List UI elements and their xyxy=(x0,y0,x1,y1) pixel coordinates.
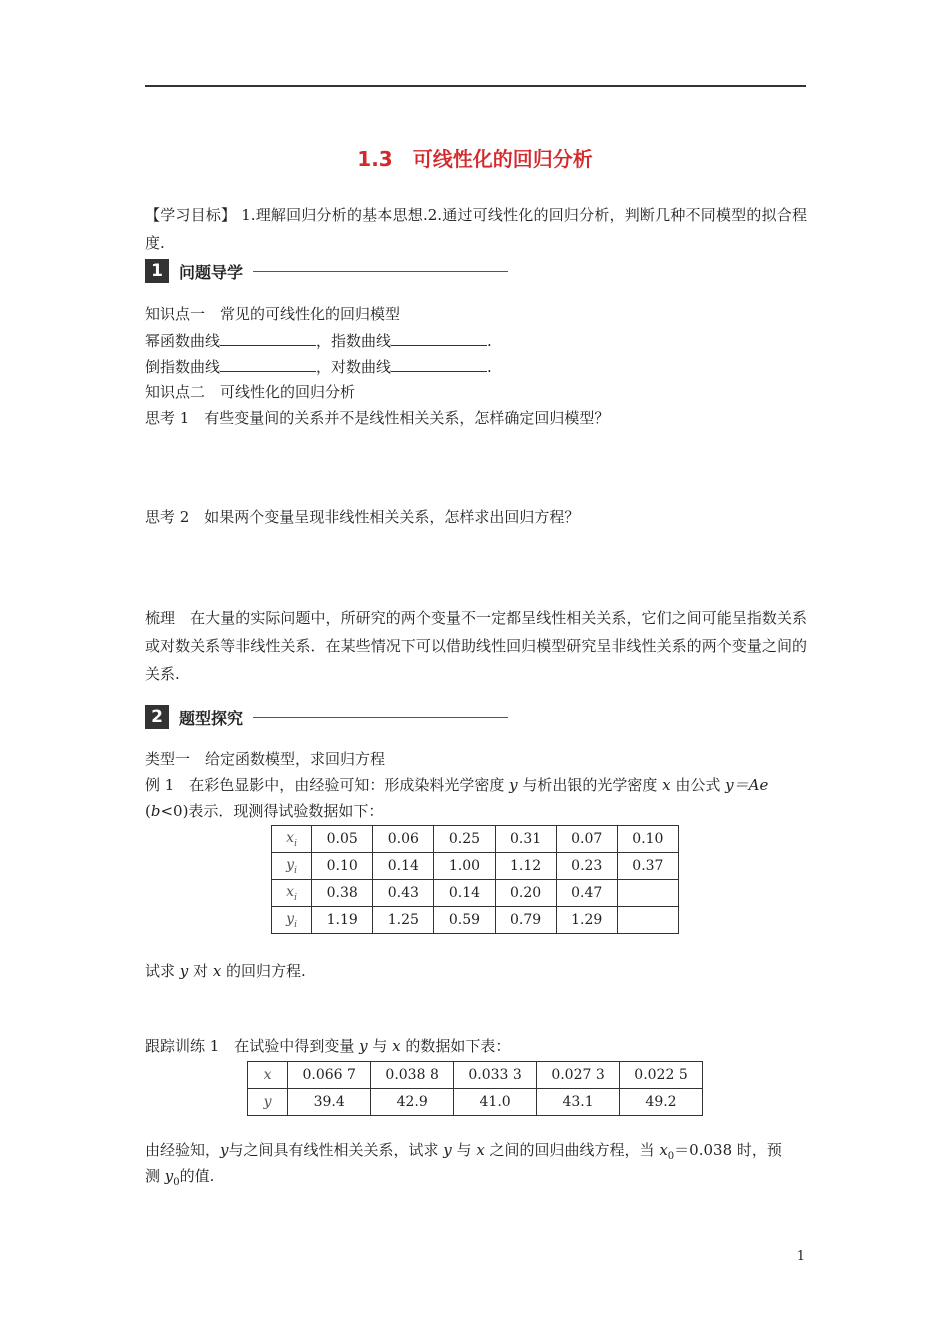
table-cell: 0.10 xyxy=(617,826,678,853)
table-row xyxy=(272,880,679,907)
table-cell: 1.12 xyxy=(495,853,556,880)
row-header xyxy=(272,907,312,934)
follow-text: 的数据如下表： xyxy=(400,1037,511,1055)
example-text: <0)表示．现测得试验数据如下： xyxy=(160,802,384,820)
row-header-subscript: i xyxy=(294,919,297,930)
var-y: y xyxy=(509,776,518,794)
table-cell: 0.43 xyxy=(373,880,434,907)
section-type-explore xyxy=(145,703,508,731)
table-cell: 0.31 xyxy=(495,826,556,853)
table-cell: 0.038 8 xyxy=(371,1062,454,1089)
table-cell xyxy=(617,907,678,934)
table-cell: 0.022 5 xyxy=(620,1062,703,1089)
think-1: 思考 1 有些变量间的关系并不是线性相关关系，怎样确定回归模型？ xyxy=(145,409,610,427)
row-header-subscript: i xyxy=(294,865,297,876)
section-problem-guide xyxy=(145,257,508,285)
invexp-log-curves xyxy=(145,354,807,381)
table-cell xyxy=(617,880,678,907)
var-y: y xyxy=(359,1037,368,1055)
section-number: 2 xyxy=(145,705,169,729)
row-header-var: x xyxy=(263,1067,272,1083)
answer-blank[interactable] xyxy=(391,354,487,372)
table-cell: 39.4 xyxy=(288,1089,371,1116)
data-table-2 xyxy=(247,1061,703,1116)
var-x: x xyxy=(662,776,671,794)
power-exp-curves xyxy=(145,328,807,355)
ask-text: 的回归方程. xyxy=(221,962,306,980)
var-x: x xyxy=(212,962,222,980)
follow-text: 跟踪训练 1 在试验中得到变量 xyxy=(145,1037,360,1055)
objectives-text: 1.理解回归分析的基本思想.2.通过可线性化的回归分析，判断几种不同模型的拟合程度. xyxy=(145,206,807,252)
follow-up-1 xyxy=(145,1033,807,1060)
table-cell: 0.066 7 xyxy=(288,1062,371,1089)
table-row xyxy=(248,1089,703,1116)
q-text: ＝0.038 时，预 xyxy=(674,1141,782,1159)
example-text: 由公式 xyxy=(670,776,726,794)
table-cell: 0.07 xyxy=(556,826,617,853)
table-cell: 49.2 xyxy=(620,1089,703,1116)
question-2-line2 xyxy=(145,1163,807,1196)
var-b: b xyxy=(150,802,161,820)
var-x: x xyxy=(392,1037,401,1055)
period: . xyxy=(487,332,492,350)
header-rule xyxy=(145,85,806,87)
table-cell: 0.59 xyxy=(434,907,495,934)
ask-text: 对 xyxy=(188,962,213,980)
var-y: y xyxy=(179,962,189,980)
row-header-subscript: i xyxy=(294,892,297,903)
formula: y＝Ae xyxy=(725,776,769,794)
follow-text: 与 xyxy=(367,1037,393,1055)
learning-objectives xyxy=(145,201,807,257)
table-cell: 41.0 xyxy=(454,1089,537,1116)
subscript: 0 xyxy=(173,1177,180,1188)
summary: 梳理 在大量的实际问题中，所研究的两个变量不一定都呈线性相关关系，它们之间可能呈指数关系或对数关系等非线性关系．在某些情况下可以借助线性回归模型研究呈非线性关系的两个变量之间的关系. xyxy=(145,609,807,683)
table-row xyxy=(272,826,679,853)
power-curve-label: 幂函数曲线 xyxy=(145,332,221,350)
row-header xyxy=(248,1089,288,1116)
row-header xyxy=(272,826,312,853)
q-text: 由经验知， xyxy=(145,1141,221,1159)
objectives-label: 【学习目标】 xyxy=(145,206,237,224)
answer-blank[interactable] xyxy=(220,354,316,372)
table-cell: 0.25 xyxy=(434,826,495,853)
table-cell: 0.37 xyxy=(617,853,678,880)
q-text: 的值. xyxy=(179,1167,215,1185)
example-1-line2 xyxy=(145,798,807,825)
row-header xyxy=(272,853,312,880)
ask-regression xyxy=(145,958,807,985)
table-cell: 1.29 xyxy=(556,907,617,934)
table-cell: 1.25 xyxy=(373,907,434,934)
knowledge-point-2-heading: 知识点二 可线性化的回归分析 xyxy=(145,383,356,401)
example-1-line1 xyxy=(145,772,807,799)
ask-text: 试求 xyxy=(145,962,180,980)
table-cell: 0.20 xyxy=(495,880,556,907)
q-text: 之间的回归曲线方程，当 xyxy=(484,1141,660,1159)
section-title: 问题导学 xyxy=(179,262,244,282)
page-number: 1 xyxy=(796,1249,805,1264)
row-header-subscript: i xyxy=(294,838,297,849)
table-cell: 1.00 xyxy=(434,853,495,880)
row-header-var: y xyxy=(286,856,295,873)
table-cell: 0.027 3 xyxy=(537,1062,620,1089)
answer-blank[interactable] xyxy=(391,328,487,346)
example-text: 与析出银的光学密度 xyxy=(517,776,663,794)
row-header-var: x xyxy=(286,883,295,900)
table-cell: 43.1 xyxy=(537,1089,620,1116)
subscript: 0 xyxy=(667,1151,675,1162)
table-cell: 1.19 xyxy=(312,907,373,934)
table-cell: 0.033 3 xyxy=(454,1062,537,1089)
row-header-var: y xyxy=(286,910,295,927)
knowledge-point-1-heading: 知识点一 常见的可线性化的回归模型 xyxy=(145,305,401,323)
table-cell: 0.47 xyxy=(556,880,617,907)
table-cell: 0.14 xyxy=(434,880,495,907)
row-header xyxy=(248,1062,288,1089)
table-cell: 0.38 xyxy=(312,880,373,907)
answer-blank[interactable] xyxy=(220,328,316,346)
log-curve-label: ，对数曲线 xyxy=(316,358,392,376)
example-text: ( xyxy=(145,802,151,820)
table-cell: 0.06 xyxy=(373,826,434,853)
table-cell: 0.79 xyxy=(495,907,556,934)
row-header-var: x xyxy=(286,829,295,846)
page-title: 1.3 可线性化的回归分析 xyxy=(357,147,593,171)
exp-curve-label: ，指数曲线 xyxy=(316,332,392,350)
var-y0: y xyxy=(164,1167,174,1185)
table-row xyxy=(272,853,679,880)
q-text: 与 xyxy=(451,1141,477,1159)
table-cell: 0.14 xyxy=(373,853,434,880)
var-y: y xyxy=(220,1141,229,1159)
period: . xyxy=(487,358,492,376)
var-x0: x xyxy=(659,1141,668,1159)
table-row xyxy=(248,1062,703,1089)
example-text: 例 1 在彩色显影中，由经验可知：形成染料光学密度 xyxy=(145,776,510,794)
section-divider xyxy=(253,271,508,272)
row-header-var: y xyxy=(263,1094,272,1110)
q-text: 与之间具有线性相关关系，试求 xyxy=(228,1141,444,1159)
table-cell: 0.05 xyxy=(312,826,373,853)
data-table-1 xyxy=(271,825,679,934)
table-cell: 0.10 xyxy=(312,853,373,880)
invexp-curve-label: 倒指数曲线 xyxy=(145,358,221,376)
q-text: 测 xyxy=(145,1167,165,1185)
section-number: 1 xyxy=(145,259,169,283)
var-y: y xyxy=(443,1141,452,1159)
var-x: x xyxy=(476,1141,485,1159)
table-cell: 0.23 xyxy=(556,853,617,880)
section-title: 题型探究 xyxy=(179,708,244,728)
table-cell: 42.9 xyxy=(371,1089,454,1116)
think-2: 思考 2 如果两个变量呈现非线性相关关系，怎样求出回归方程？ xyxy=(145,508,580,526)
table-row xyxy=(272,907,679,934)
row-header xyxy=(272,880,312,907)
section-divider xyxy=(253,717,508,718)
type-1-heading: 类型一 给定函数模型，求回归方程 xyxy=(145,750,386,768)
